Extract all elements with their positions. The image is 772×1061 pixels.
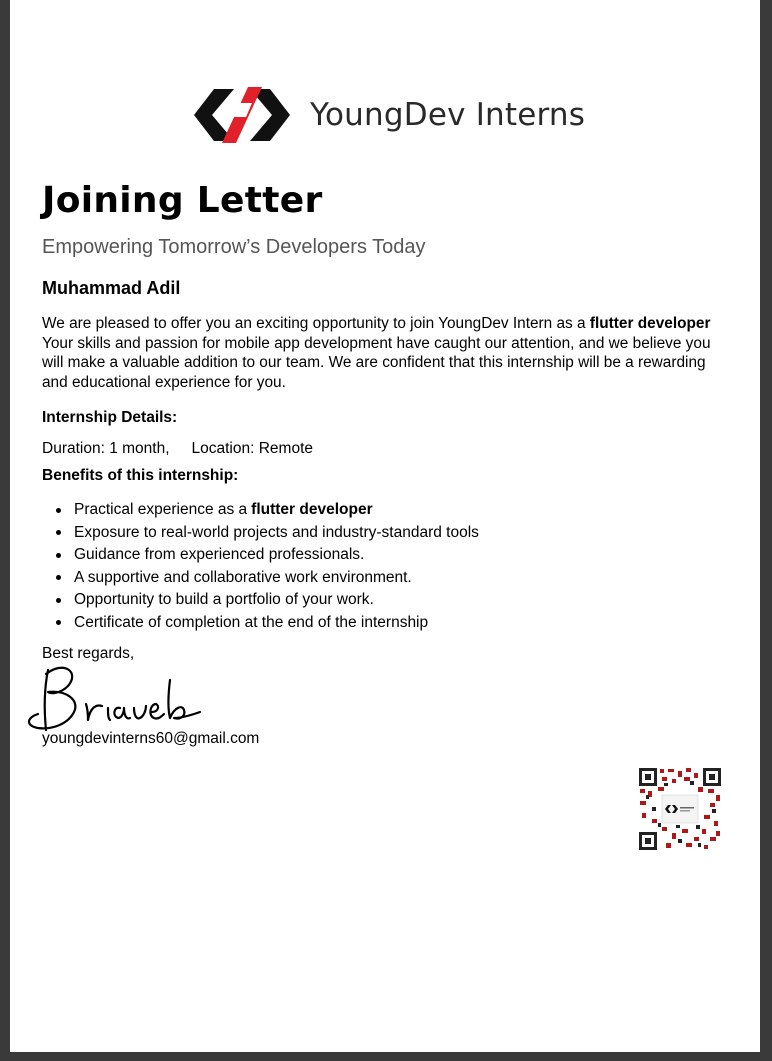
- intro-paragraph: [42, 314, 712, 392]
- list-item: Exposure to real-world projects and industry-standard tools: [54, 522, 479, 545]
- signature-icon: [24, 660, 204, 741]
- list-item: Certificate of completion at the end of the internship: [54, 612, 479, 635]
- recipient-name: Muhammad Adil: [42, 278, 181, 298]
- list-item: A supportive and collaborative work environment.: [54, 567, 479, 590]
- intro-text-end: Your skills and passion for mobile app development have caught our attention, and we believe you will make a valuable addition to our team. We are confident that this internship will be a rewarding and educational experience for you.: [42, 334, 711, 391]
- company-logo: [182, 76, 585, 154]
- role-name: flutter developer: [589, 315, 711, 332]
- page-title: Joining Letter: [42, 180, 323, 221]
- letter-page: [10, 0, 760, 1052]
- bullet-icon: [56, 575, 61, 580]
- bullet-icon: [56, 598, 61, 603]
- closing: Best regards,: [42, 645, 135, 662]
- qr-code-icon: [638, 767, 722, 851]
- details-line: [42, 440, 313, 458]
- benefits-list: [54, 499, 479, 634]
- intro-text-start: We are pleased to offer you an exciting opportunity to join YoungDev Intern as a: [42, 315, 590, 332]
- tagline: Empowering Tomorrow’s Developers Today: [42, 236, 426, 258]
- contact-email: youngdevinterns60@gmail.com: [42, 730, 260, 747]
- bullet-icon: [56, 530, 61, 535]
- bullet-icon: [56, 620, 61, 625]
- bullet-icon: [56, 553, 61, 558]
- bullet-icon: [56, 508, 61, 513]
- list-item: Opportunity to build a portfolio of your work.: [54, 589, 479, 612]
- benefits-heading: Benefits of this internship:: [42, 467, 239, 484]
- details-heading: Internship Details:: [42, 409, 178, 426]
- company-name: YoungDev Interns: [310, 97, 586, 133]
- role-name: flutter developer: [251, 501, 373, 519]
- list-item: Practical experience as a flutter developer: [54, 499, 479, 522]
- list-item: Guidance from experienced professionals.: [54, 544, 479, 567]
- duration: Duration: 1 month,: [42, 440, 170, 457]
- location: Location: Remote: [191, 440, 314, 457]
- yd-logo-icon: [182, 76, 302, 154]
